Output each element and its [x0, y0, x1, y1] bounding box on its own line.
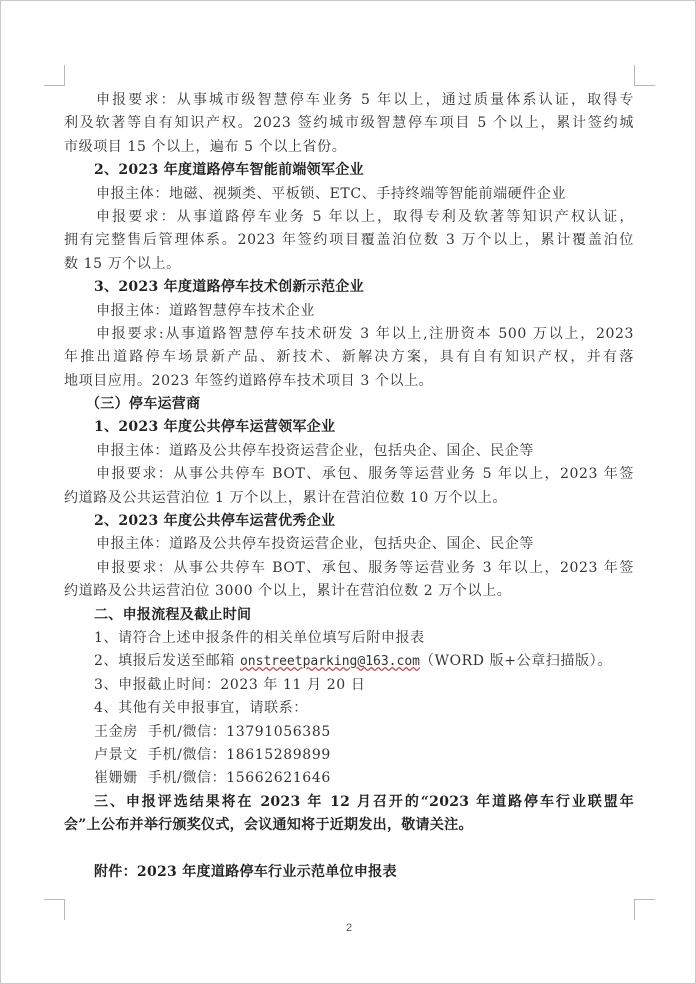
step-contact: 4、其他有关申报事宜，请联系：: [94, 700, 308, 717]
step-send-email-prefix: 2、填报后发送至邮箱: [94, 653, 240, 670]
section-heading-operators: （三）停车运营商: [86, 396, 201, 413]
email-link[interactable]: onstreetparking@163.com: [239, 654, 420, 670]
paragraph-requirements-tech-innovation: [64, 323, 634, 393]
subject-tech-innovation: 申报主体：道路智慧停车技术企业: [96, 302, 315, 319]
text-line: 三、申报评选结果将在 2023 年 12 月召开的“2023 年道路停车行业联盟年: [94, 793, 634, 810]
subject-smart-frontend: 申报主体：地磁、视频类、平板锁、ETC、手持终端等智能前端硬件企业: [96, 185, 567, 202]
contact-phone: 15662621646: [226, 770, 331, 787]
heading-smart-frontend-leader: 2、2023 年度道路停车智能前端领军企业: [94, 162, 364, 179]
blank-line: [64, 838, 634, 861]
step-send-email-suffix: （WORD 版+公章扫描版）。: [419, 653, 612, 670]
contact-phone: 18615289899: [226, 746, 331, 763]
contact-name: 崔姗姗: [94, 770, 138, 787]
contact-label: 手机/微信：: [147, 770, 227, 787]
paragraph-requirements-public-parking-leader: [64, 463, 634, 510]
heading-tech-innovation: 3、2023 年度道路停车技术创新示范企业: [94, 279, 364, 296]
contact-row: [64, 721, 634, 744]
step-send-email: [64, 650, 634, 673]
text-line: 约道路及公共运营泊位 1 万个以上，累计在营泊位数 10 万个以上。: [64, 489, 507, 506]
text-line: 申报要求：从事道路停车业务 5 年以上，取得专利及软著等知识产权认证，: [96, 208, 634, 225]
contact-name: 卢景文: [94, 746, 138, 763]
text-line: 会”上公布并举行颁奖仪式，会议通知将于近期发出，敬请关注。: [64, 817, 473, 834]
crop-mark-bottom-right: [634, 899, 655, 920]
text-line: 申报要求：从事公共停车 BOT、承包、服务等运营业务 5 年以上，2023 年签: [96, 466, 634, 483]
text-line: 约道路及公共运营泊位 3000 个以上，累计在营泊位数 2 万个以上。: [64, 583, 512, 600]
crop-mark-top-right: [634, 65, 655, 86]
section-heading-process-deadline: 二、申报流程及截止时间: [94, 606, 252, 623]
contact-row: [64, 744, 634, 767]
text-line: 拥有完整售后管理体系。2023 年签约项目覆盖泊位数 3 万个以上，累计覆盖泊位: [64, 232, 634, 249]
subject-public-parking-leader: 申报主体：道路及公共停车投资运营企业，包括央企、国企、民企等: [96, 442, 534, 459]
paragraph-requirements-city-level: [64, 89, 634, 159]
text-line: 申报要求：从事公共停车 BOT、承包、服务等运营业务 3 年以上，2023 年签: [96, 559, 634, 576]
paragraph-requirements-smart-frontend: [64, 206, 634, 276]
heading-public-parking-leader: 1、2023 年度公共停车运营领军企业: [94, 419, 336, 436]
contact-label: 手机/微信：: [147, 723, 227, 740]
step-deadline: 3、申报截止时间：2023 年 11 月 20 日: [94, 676, 366, 693]
paragraph-award-announcement: [64, 791, 634, 838]
text-line: 数 15 万个以上。: [64, 255, 181, 272]
text-line: 利及软著等自有知识产权。2023 签约城市级智慧停车项目 5 个以上，累计签约城: [64, 115, 634, 132]
contact-name: 王金房: [94, 723, 138, 740]
document-body: [64, 89, 634, 884]
attachment-line: 附件：2023 年度道路停车行业示范单位申报表: [94, 863, 397, 880]
page-number: 2: [345, 922, 353, 934]
text-line: 市级项目 15 个以上，遍布 5 个以上省份。: [64, 138, 347, 155]
text-line: 申报要求：从事城市级智慧停车业务 5 年以上，通过质量体系认证，取得专: [96, 92, 634, 108]
text-line: 年推出道路停车场景新产品、新技术、新解决方案，具有自有知识产权，并有落: [64, 349, 634, 366]
heading-public-parking-excellent: 2、2023 年度公共停车运营优秀企业: [94, 513, 336, 530]
crop-mark-bottom-left: [44, 899, 65, 920]
contact-phone: 13791056385: [226, 723, 331, 740]
step-fill-form: 1、请符合上述申报条件的相关单位填写后附申报表: [94, 629, 425, 646]
crop-mark-top-left: [44, 65, 65, 86]
contact-row: [64, 767, 634, 790]
paragraph-requirements-public-parking-excellent: [64, 557, 634, 604]
text-line: 申报要求:从事道路智慧停车技术研发 3 年以上,注册资本 500 万以上，2023: [96, 325, 634, 342]
contact-label: 手机/微信：: [147, 746, 227, 763]
text-line: 地项目应用。2023 年签约道路停车技术项目 3 个以上。: [64, 372, 434, 389]
subject-public-parking-excellent: 申报主体：道路及公共停车投资运营企业，包括央企、国企、民企等: [96, 536, 534, 553]
